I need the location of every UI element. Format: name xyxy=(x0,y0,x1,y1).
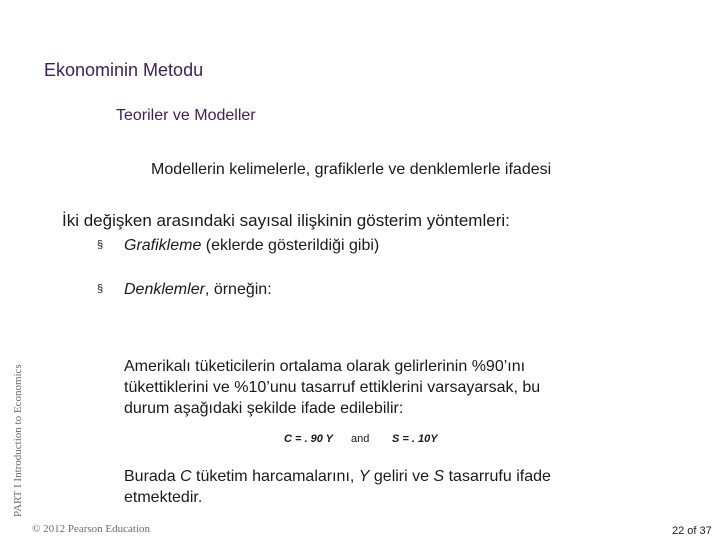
text-run: tasarrufu ifade xyxy=(444,468,551,485)
bullet-rest: (eklerde gösterildiği gibi) xyxy=(201,237,380,254)
paragraph-line xyxy=(124,466,551,487)
side-part-text: PART I Introduction to Economics xyxy=(12,364,24,517)
equation-consumption: C = . 90 Y xyxy=(284,433,334,445)
slide-subtitle: Teoriler ve Modeller xyxy=(116,107,256,124)
text-run: tüketim harcamalarını, xyxy=(191,468,359,485)
variable-c: C xyxy=(180,468,192,485)
paragraph-line: durum aşağıdaki şekilde ifade edilebilir: xyxy=(124,400,404,417)
variable-y: Y xyxy=(358,468,370,485)
text-run: geliri ve xyxy=(369,468,434,485)
equation-connector: and xyxy=(351,433,370,445)
slide-title: Ekonominin Metodu xyxy=(44,60,204,80)
paragraph-line: Amerikalı tüketicilerin ortalama olarak gelirlerinin %90’ını xyxy=(124,358,526,375)
text-run: Burada xyxy=(124,468,181,485)
section-heading: Modellerin kelimelerle, grafiklerle ve denklemlerle ifadesi xyxy=(151,161,552,178)
bullet-marker: § xyxy=(97,283,104,295)
page-number: 22 of 37 xyxy=(672,525,712,537)
equation-saving: S = . 10Y xyxy=(392,433,438,445)
bullet-marker: § xyxy=(97,239,104,251)
paragraph-line: etmektedir. xyxy=(124,489,203,506)
bullet-emphasis: Denklemler xyxy=(124,281,205,298)
paragraph-assumption xyxy=(124,356,540,419)
copyright-notice: © 2012 Pearson Education xyxy=(32,523,151,535)
bullet-rest: , örneğin: xyxy=(204,281,272,298)
intro-text: İki değişken arasındaki sayısal ilişkinin gösterim yöntemleri: xyxy=(62,211,510,230)
paragraph-line: tükettiklerini ve %10’unu tasarruf ettiklerini varsayarsak, bu xyxy=(124,379,541,396)
bullet-emphasis: Grafikleme xyxy=(124,237,202,254)
variable-s: S xyxy=(433,468,445,485)
paragraph-definitions xyxy=(124,466,551,508)
